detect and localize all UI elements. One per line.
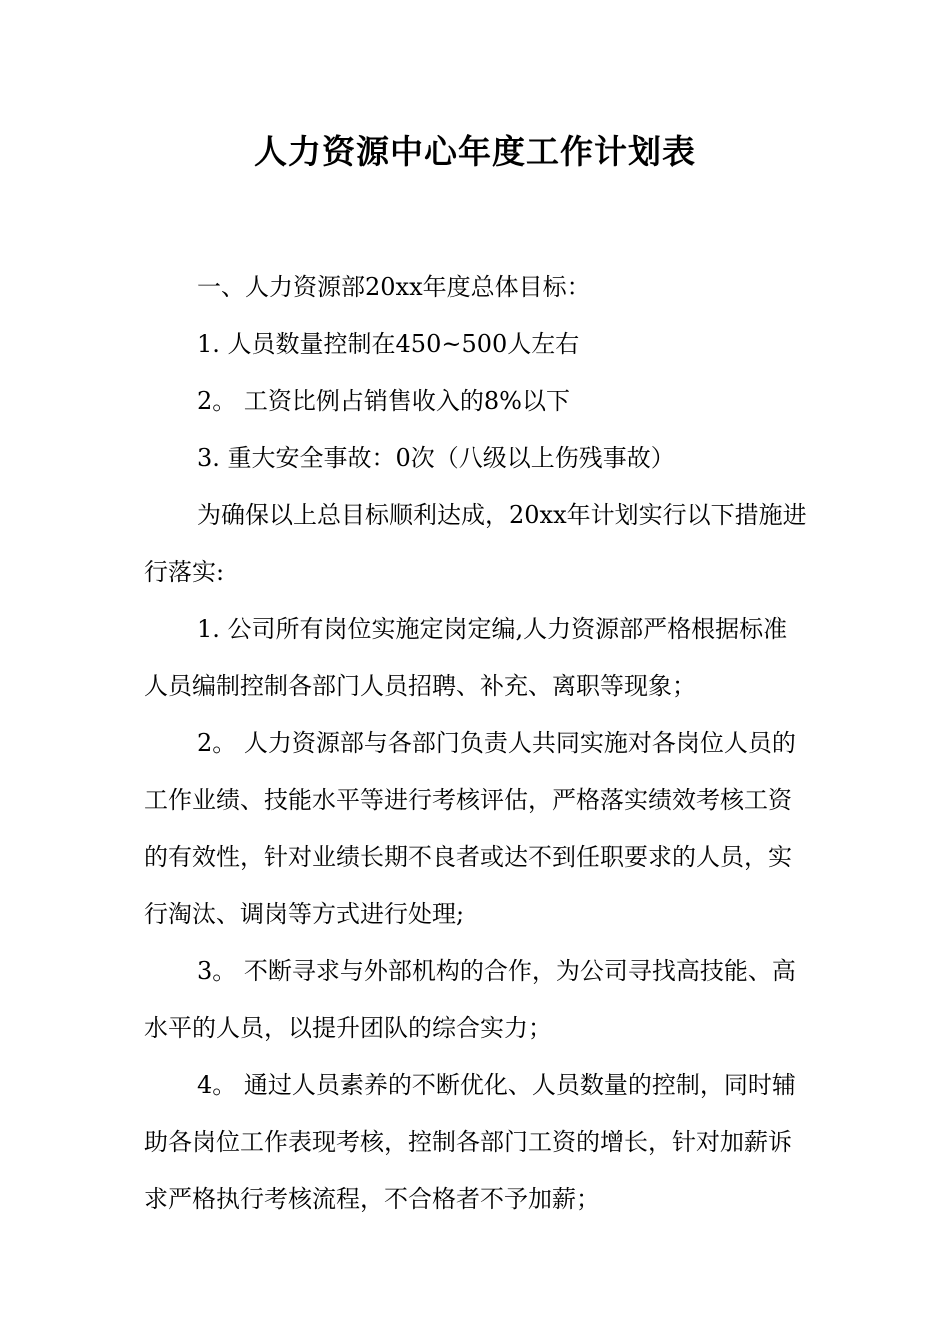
goal-item-3: 3. 重大安全事故：0次（八级以上伤残事故）	[197, 444, 675, 472]
section-heading-goals: 一、人力资源部20xx年度总体目标：	[197, 273, 591, 301]
measure-item-4: 4。 通过人员素养的不断优化、人员数量的控制，同时辅助各岗位工作表现考核，控制各部门工资的增长，针对加薪诉求严格执行考核流程，不合格者不予加薪；	[144, 1071, 796, 1213]
measure-item-2: 2。 人力资源部与各部门负责人共同实施对各岗位人员的工作业绩、技能水平等进行考核评估，严格落实绩效考核工资的有效性，针对业绩长期不良者或达不到任职要求的人员，实行淘汰、调岗等方式进行处理;	[144, 729, 796, 928]
measure-item-3: 3。 不断寻求与外部机构的合作，为公司寻找高技能、高水平的人员，以提升团队的综合实力；	[144, 957, 796, 1042]
document-title: 人力资源中心年度工作计划表	[254, 132, 696, 171]
measures-intro: 为确保以上总目标顺利达成，20xx年计划实行以下措施进行落实:	[144, 501, 807, 586]
goal-item-1: 1. 人员数量控制在450~500人左右	[197, 330, 580, 358]
document-body	[144, 259, 809, 1228]
goal-item-2: 2。 工资比例占销售收入的8%以下	[197, 387, 570, 415]
measure-item-1: 1. 公司所有岗位实施定岗定编,人力资源部严格根据标准人员编制控制各部门人员招聘、补充、离职等现象；	[144, 615, 788, 700]
